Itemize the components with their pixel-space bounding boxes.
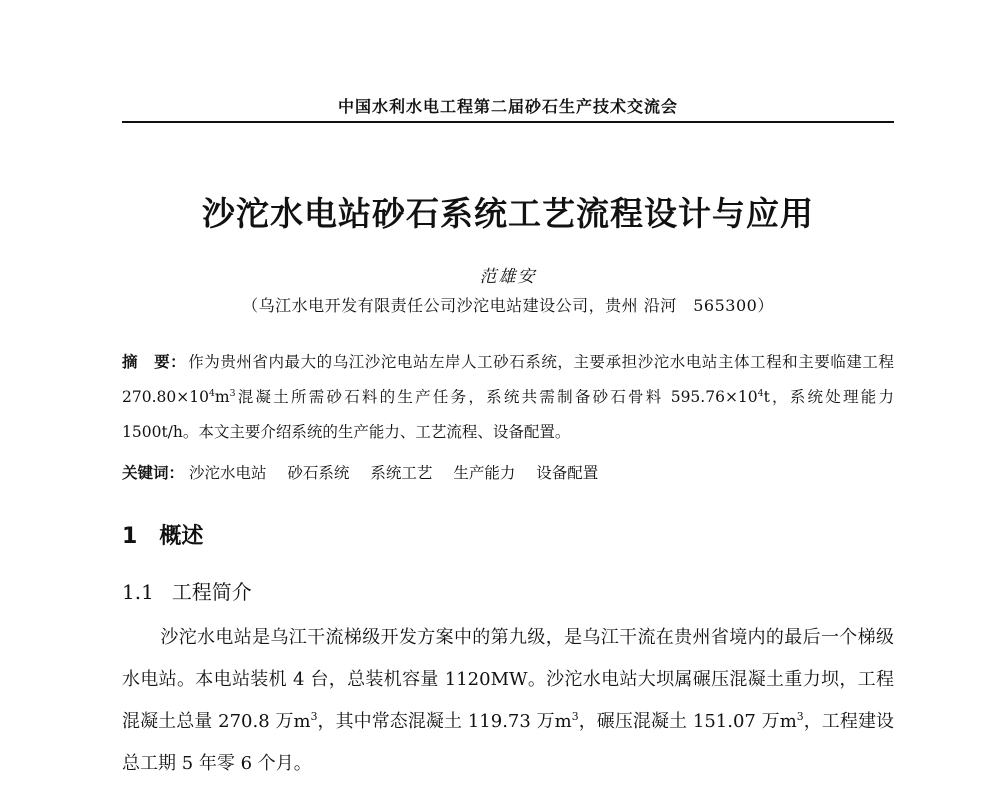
header-rule bbox=[122, 121, 894, 123]
abstract-sup-2: 3 bbox=[229, 387, 236, 399]
subsection-title: 工程简介 bbox=[171, 580, 252, 604]
abstract-text-4: t，系统处理能力 1500t/h。本文主要介绍系统的生产能力、工艺流程、设备配置。 bbox=[122, 388, 894, 441]
abstract-sup-1: 4 bbox=[208, 387, 215, 399]
body-text-2: ，其中常态混凝土 119.73 万m bbox=[317, 711, 572, 732]
abstract bbox=[122, 344, 894, 450]
running-head: 中国水利水电工程第二届砂石生产技术交流会 bbox=[337, 97, 678, 116]
body-text-4: ，工程建设总工期 5 年零 6 个月。 bbox=[122, 711, 895, 774]
keywords bbox=[122, 459, 894, 487]
abstract-text-1: 作为贵州省内最大的乌江沙沱电站左岸人工砂石系统，主要承担沙沱水电站主体工程和主要临建工程 270.80×10 bbox=[122, 353, 894, 406]
body-text-1: 沙沱水电站是乌江干流梯级开发方案中的第九级，是乌江干流在贵州省境内的最后一个梯级水电站。本电站装机 4 台，总装机容量 1120MW。沙沱水电站大坝属碾压混凝土重力坝，工程混凝土总量 270.8 万m bbox=[122, 627, 894, 732]
body-sup-c: 3 bbox=[796, 710, 804, 723]
subsection-number: 1.1 bbox=[122, 580, 154, 604]
body-sup-b: 3 bbox=[571, 710, 579, 723]
abstract-sup-3: 4 bbox=[757, 387, 764, 399]
abstract-text-3: 混凝土所需砂石料的生产任务，系统共需制备砂石骨料 595.76×10 bbox=[235, 388, 758, 406]
section-number: 1 bbox=[122, 524, 138, 549]
section-title: 概述 bbox=[159, 524, 204, 549]
keyword-item: 设备配置 bbox=[536, 464, 599, 482]
keywords-label: 关键词： bbox=[122, 463, 185, 482]
keyword-item: 系统工艺 bbox=[370, 464, 433, 482]
section-heading-1 bbox=[122, 519, 203, 550]
paper-affiliation: （乌江水电开发有限责任公司沙沱电站建设公司，贵州 沿河 565300） bbox=[242, 296, 774, 315]
abstract-label: 摘 要： bbox=[122, 352, 187, 371]
body-text-3: ，碾压混凝土 151.07 万m bbox=[578, 711, 797, 732]
keyword-item: 沙沱水电站 bbox=[188, 464, 267, 482]
paper-title: 沙沱水电站砂石系统工艺流程设计与应用 bbox=[202, 194, 814, 233]
keyword-item: 生产能力 bbox=[453, 464, 516, 482]
paper-author: 范雄安 bbox=[479, 267, 537, 287]
subsection-heading-1-1 bbox=[122, 576, 252, 605]
body-sup-a: 3 bbox=[310, 710, 318, 723]
abstract-text-2: m bbox=[214, 388, 230, 406]
keyword-item: 砂石系统 bbox=[287, 464, 350, 482]
